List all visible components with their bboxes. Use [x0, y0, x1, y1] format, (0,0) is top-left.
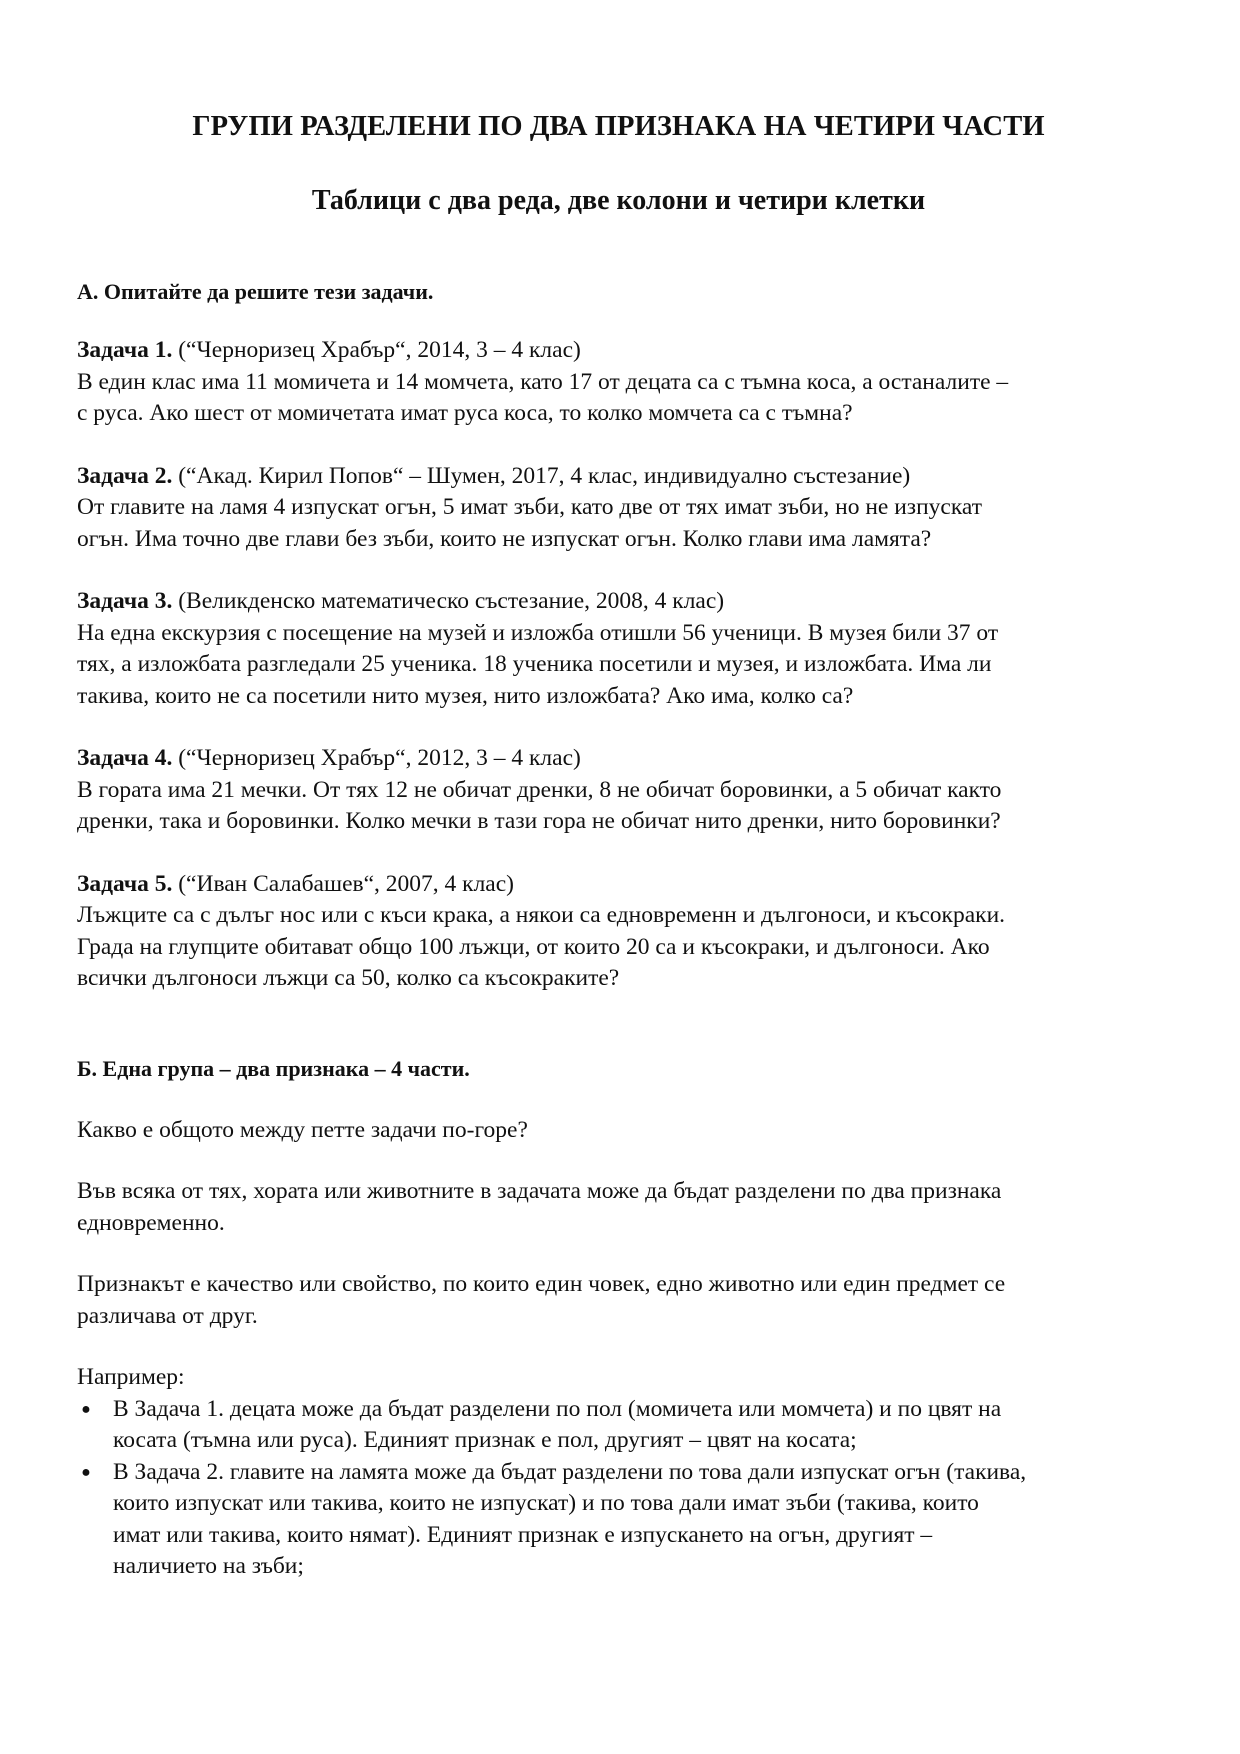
section-a — [77, 276, 1160, 995]
task-1 — [77, 335, 1160, 430]
task-source: (“Акад. Кирил Попов“ – Шумен, 2017, 4 клас, индивидуално състезание) — [172, 462, 911, 489]
task-header — [77, 869, 1160, 901]
task-text-line: От главите на ламя 4 изпускат огън, 5 имат зъби, като две от тях имат зъби, но не изпускат — [77, 494, 982, 520]
task-text-line: огън. Има точно две глави без зъби, които не изпускат огън. Колко глави има ламята? — [77, 525, 932, 552]
task-text-line: тях, а изложбата разгледали 25 ученика. 18 ученика посетили и музея, и изложбата. Има ли — [77, 651, 992, 677]
bullet-icon: ● — [81, 1400, 91, 1418]
document-title: ГРУПИ РАЗДЕЛЕНИ ПО ДВА ПРИЗНАКА НА ЧЕТИРИ ЧАСТИ — [192, 111, 1045, 142]
task-text-line: В един клас има 11 момичета и 14 момчета, като 17 от децата са с тъмна коса, а останалите – — [77, 368, 1009, 395]
task-text-line: дренки, така и боровинки. Колко мечки в тази гора не обичат нито дренки, нито боровинки? — [77, 808, 1001, 834]
task-header — [77, 586, 1160, 618]
paragraph-line: Във всяка от тях, хората или животните в задачата може да бъдат разделени по два признака — [77, 1178, 1002, 1204]
task-text-line: На една екскурзия с посещение на музей и изложба отишли 56 ученици. В музея били 37 от — [77, 619, 999, 646]
task-5 — [77, 869, 1160, 995]
list-item-line: наличието на зъби; — [113, 1553, 304, 1579]
task-text-line: Града на глупците обитават общо 100 лъжци, от които 20 са и късокраки, и дългоноси. Ако — [77, 933, 990, 960]
task-text-line: такива, които не са посетили нито музея, нито изложбата? Ако има, колко са? — [77, 682, 854, 709]
list-item-line: косата (тъмна или руса). Единият признак е пол, другият – цвят на косата; — [113, 1427, 857, 1453]
list-item — [77, 1457, 1160, 1583]
task-text-line: В гората има 21 мечки. От тях 12 не обичат дренки, 8 не обичат боровинки, а 5 обичат както — [77, 776, 1002, 803]
task-source: (“Черноризец Храбър“, 2012, 3 – 4 клас) — [172, 745, 581, 771]
task-number: Задача 4. — [77, 745, 173, 771]
paragraph — [77, 1176, 1160, 1239]
paragraph-line: едновременно. — [77, 1209, 225, 1236]
list-item-line: имат или такива, които нямат). Единият признак е изпускането на огън, другият – — [113, 1521, 933, 1548]
list-item-line: които изпускат или такива, които не изпускат) и по това дали имат зъби (такива, които — [113, 1490, 979, 1516]
task-header — [77, 461, 1160, 493]
list-item — [77, 1394, 1160, 1457]
example-list — [77, 1394, 1160, 1583]
paragraph — [77, 1115, 1160, 1147]
task-source: (“Иван Салабашев“, 2007, 4 клас) — [172, 870, 514, 897]
list-item-line: В Задача 2. главите на ламята може да бъдат разделени по това дали изпускат огън (такива, — [113, 1458, 1027, 1485]
task-source: (Великденско математическо състезание, 2008, 4 клас) — [172, 588, 725, 614]
bullet-icon: ● — [81, 1463, 91, 1481]
task-text-line: с руса. Ако шест от момичетата имат руса коса, то колко момчета са с тъмна? — [77, 400, 853, 426]
paragraph — [77, 1269, 1160, 1332]
section-a-heading: А. Опитайте да решите тези задачи. — [77, 279, 434, 304]
task-number: Задача 3. — [77, 588, 173, 614]
task-text-line: всички дългоноси лъжци са 50, колко са късокраките? — [77, 965, 620, 991]
paragraph-line: различава от друг. — [77, 1302, 258, 1329]
task-header — [77, 335, 1160, 367]
paragraph-line: Какво е общото между петте задачи по-горе? — [77, 1116, 528, 1143]
task-4 — [77, 743, 1160, 838]
task-text-line: Лъжците са с дълъг нос или с къси крака, а някои са едновременн и дългоноси, и късокраки. — [77, 902, 1006, 928]
task-source: (“Черноризец Храбър“, 2014, 3 – 4 клас) — [172, 337, 581, 363]
task-number: Задача 2. — [77, 462, 173, 489]
document-subtitle: Таблици с два реда, две колони и четири клетки — [311, 185, 926, 216]
section-b-heading: Б. Една група – два признака – 4 части. — [77, 1055, 470, 1081]
example-block — [77, 1362, 1160, 1583]
task-3 — [77, 586, 1160, 712]
example-intro: Например: — [77, 1364, 185, 1390]
list-item-line: В Задача 1. децата може да бъдат разделени по пол (момичета или момчета) и по цвят на — [113, 1395, 1002, 1422]
task-2 — [77, 461, 1160, 556]
paragraph-line: Признакът е качество или свойство, по които един човек, едно животно или един предмет се — [77, 1271, 1006, 1297]
task-header — [77, 743, 1160, 775]
task-number: Задача 5. — [77, 870, 173, 897]
task-number: Задача 1. — [77, 337, 173, 363]
section-b — [77, 1053, 1160, 1583]
